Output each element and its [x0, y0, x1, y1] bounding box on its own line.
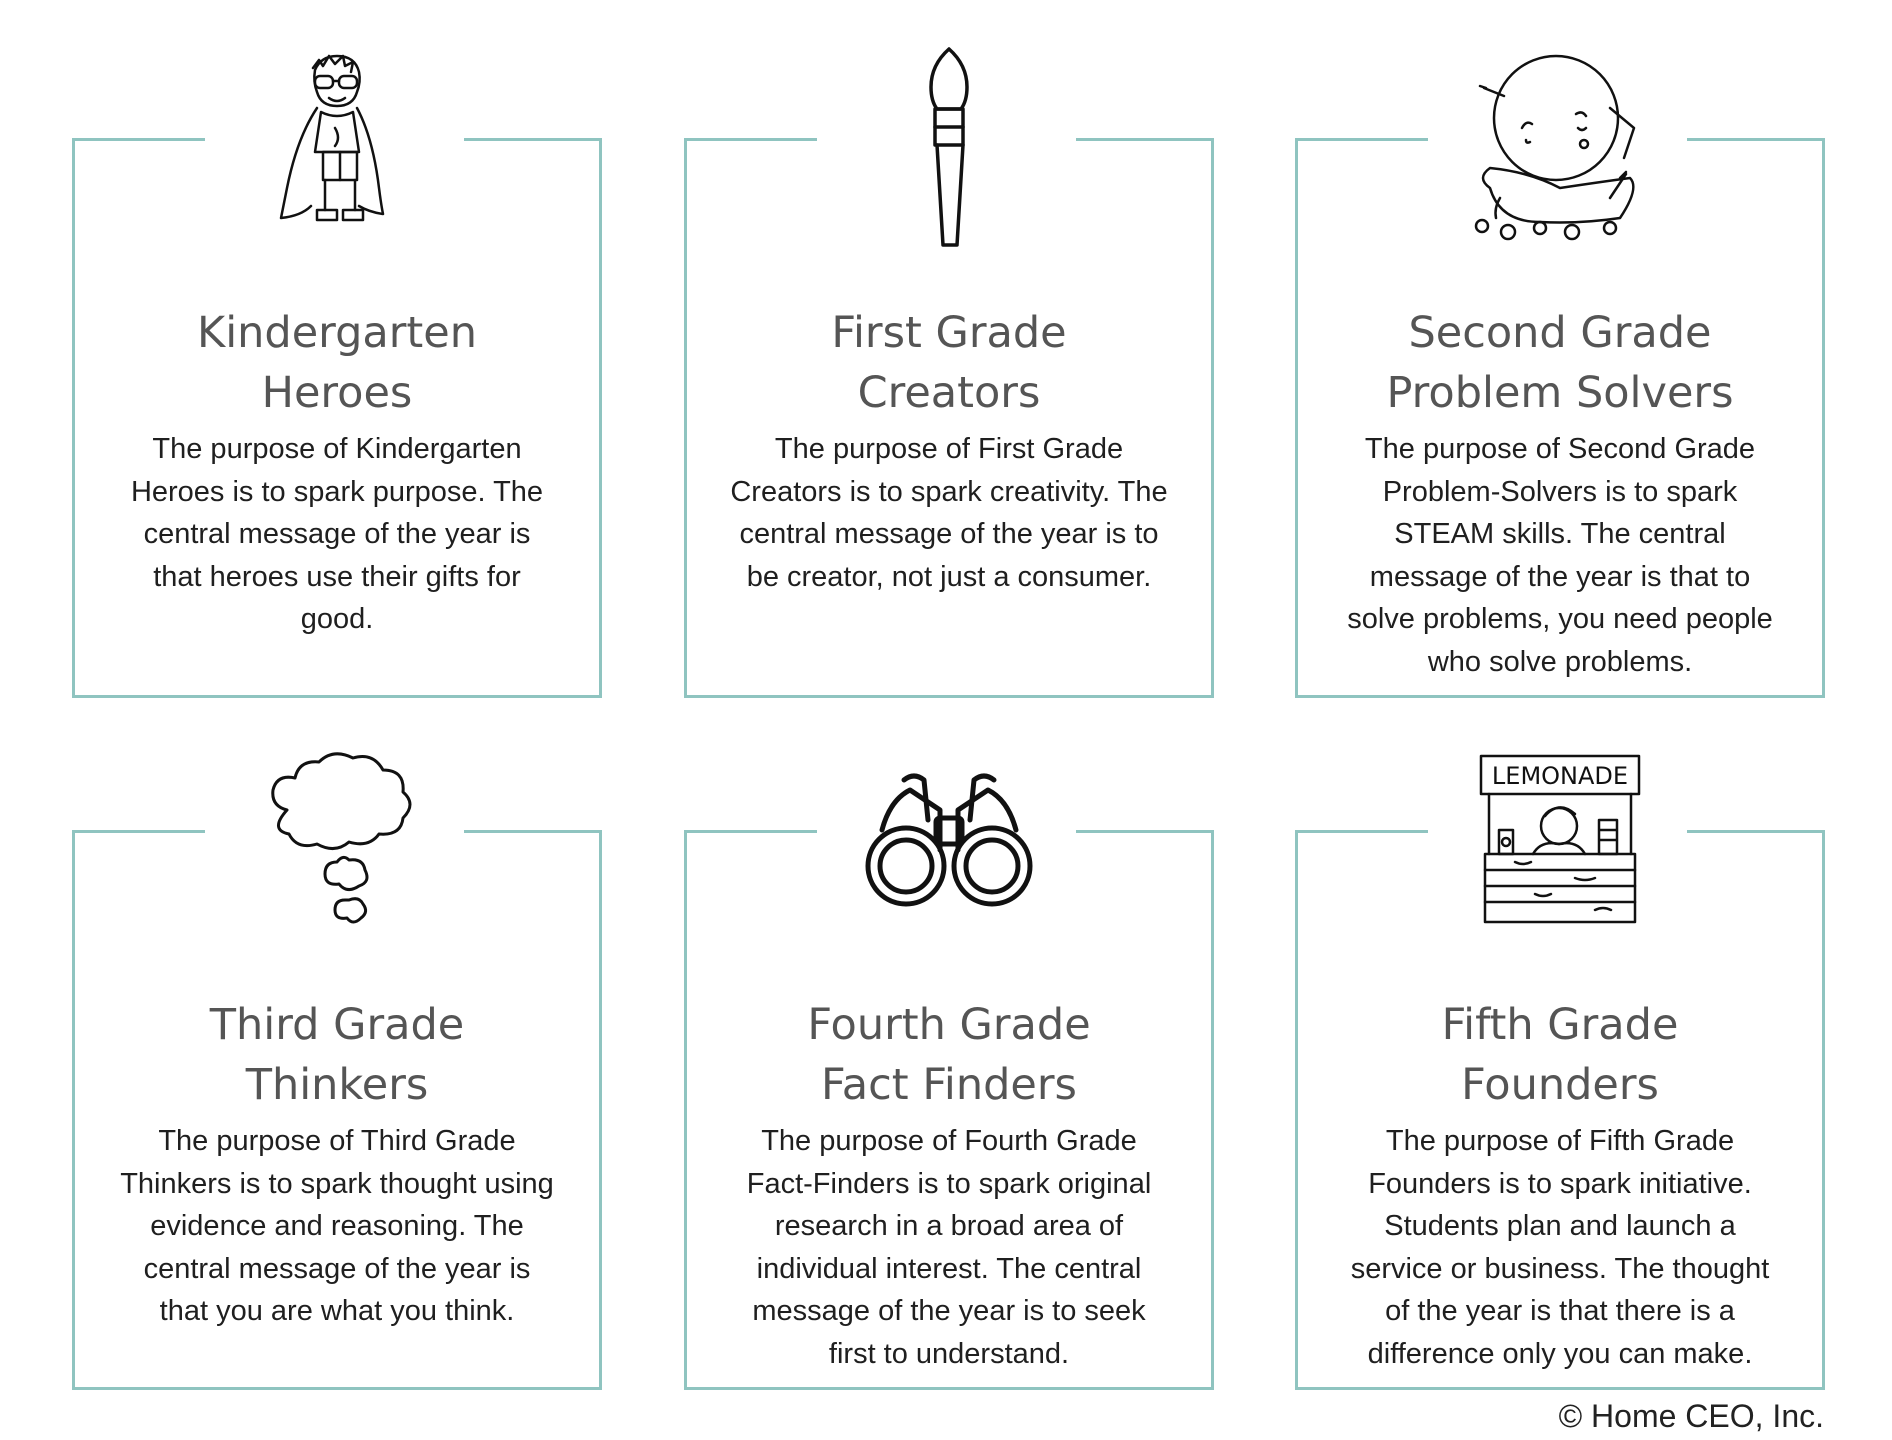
superhero-kid-icon [217, 38, 457, 258]
lemonade-sign-text: LEMONADE [1491, 762, 1629, 790]
card-title: Fifth Grade Founders [1441, 1000, 1679, 1110]
card-fourth-grade [684, 830, 1214, 1390]
card-description: The purpose of Second Grade Problem-Solvers is to spark STEAM skills. The central message of the year is that to solve problems, you need people who solve problems. [1347, 433, 1773, 678]
card-kindergarten [72, 138, 602, 698]
card-second-grade [1295, 138, 1825, 698]
copyright-text: © Home CEO, Inc. [1558, 1398, 1824, 1434]
card-title: Fourth Grade Fact Finders [807, 1000, 1091, 1110]
card-title: First Grade Creators [831, 308, 1067, 418]
card-description: The purpose of Fourth Grade Fact-Finders is to spark original research in a broad area of individual interest. The central message of the year is to seek first to understand. [746, 1125, 1152, 1370]
lemonade-stand-icon [1440, 730, 1680, 950]
thinking-kid-icon [1440, 38, 1680, 258]
card-fifth-grade [1295, 762, 1825, 1390]
card-description: The purpose of Fifth Grade Founders is to spark initiative. Students plan and launch a service or business. The thought of the year is that there is a difference only you can make. [1350, 1125, 1770, 1370]
binoculars-icon [829, 730, 1069, 950]
thought-cloud-icon [217, 730, 457, 950]
card-third-grade [72, 830, 602, 1390]
card-title: Third Grade Thinkers [209, 1000, 465, 1110]
card-title: Second Grade Problem Solvers [1386, 308, 1734, 418]
card-title: Kindergarten Heroes [197, 308, 477, 418]
card-first-grade [684, 138, 1214, 698]
card-description: The purpose of Third Grade Thinkers is to spark thought using evidence and reasoning. The central message of the year is that you are what you think. [120, 1125, 554, 1327]
paintbrush-icon [829, 38, 1069, 258]
card-description: The purpose of First Grade Creators is to spark creativity. The central message of the year is to be creator, not just a consumer. [730, 433, 1168, 593]
card-description: The purpose of Kindergarten Heroes is to spark purpose. The central message of the year is that heroes use their gifts for good. [130, 433, 544, 635]
